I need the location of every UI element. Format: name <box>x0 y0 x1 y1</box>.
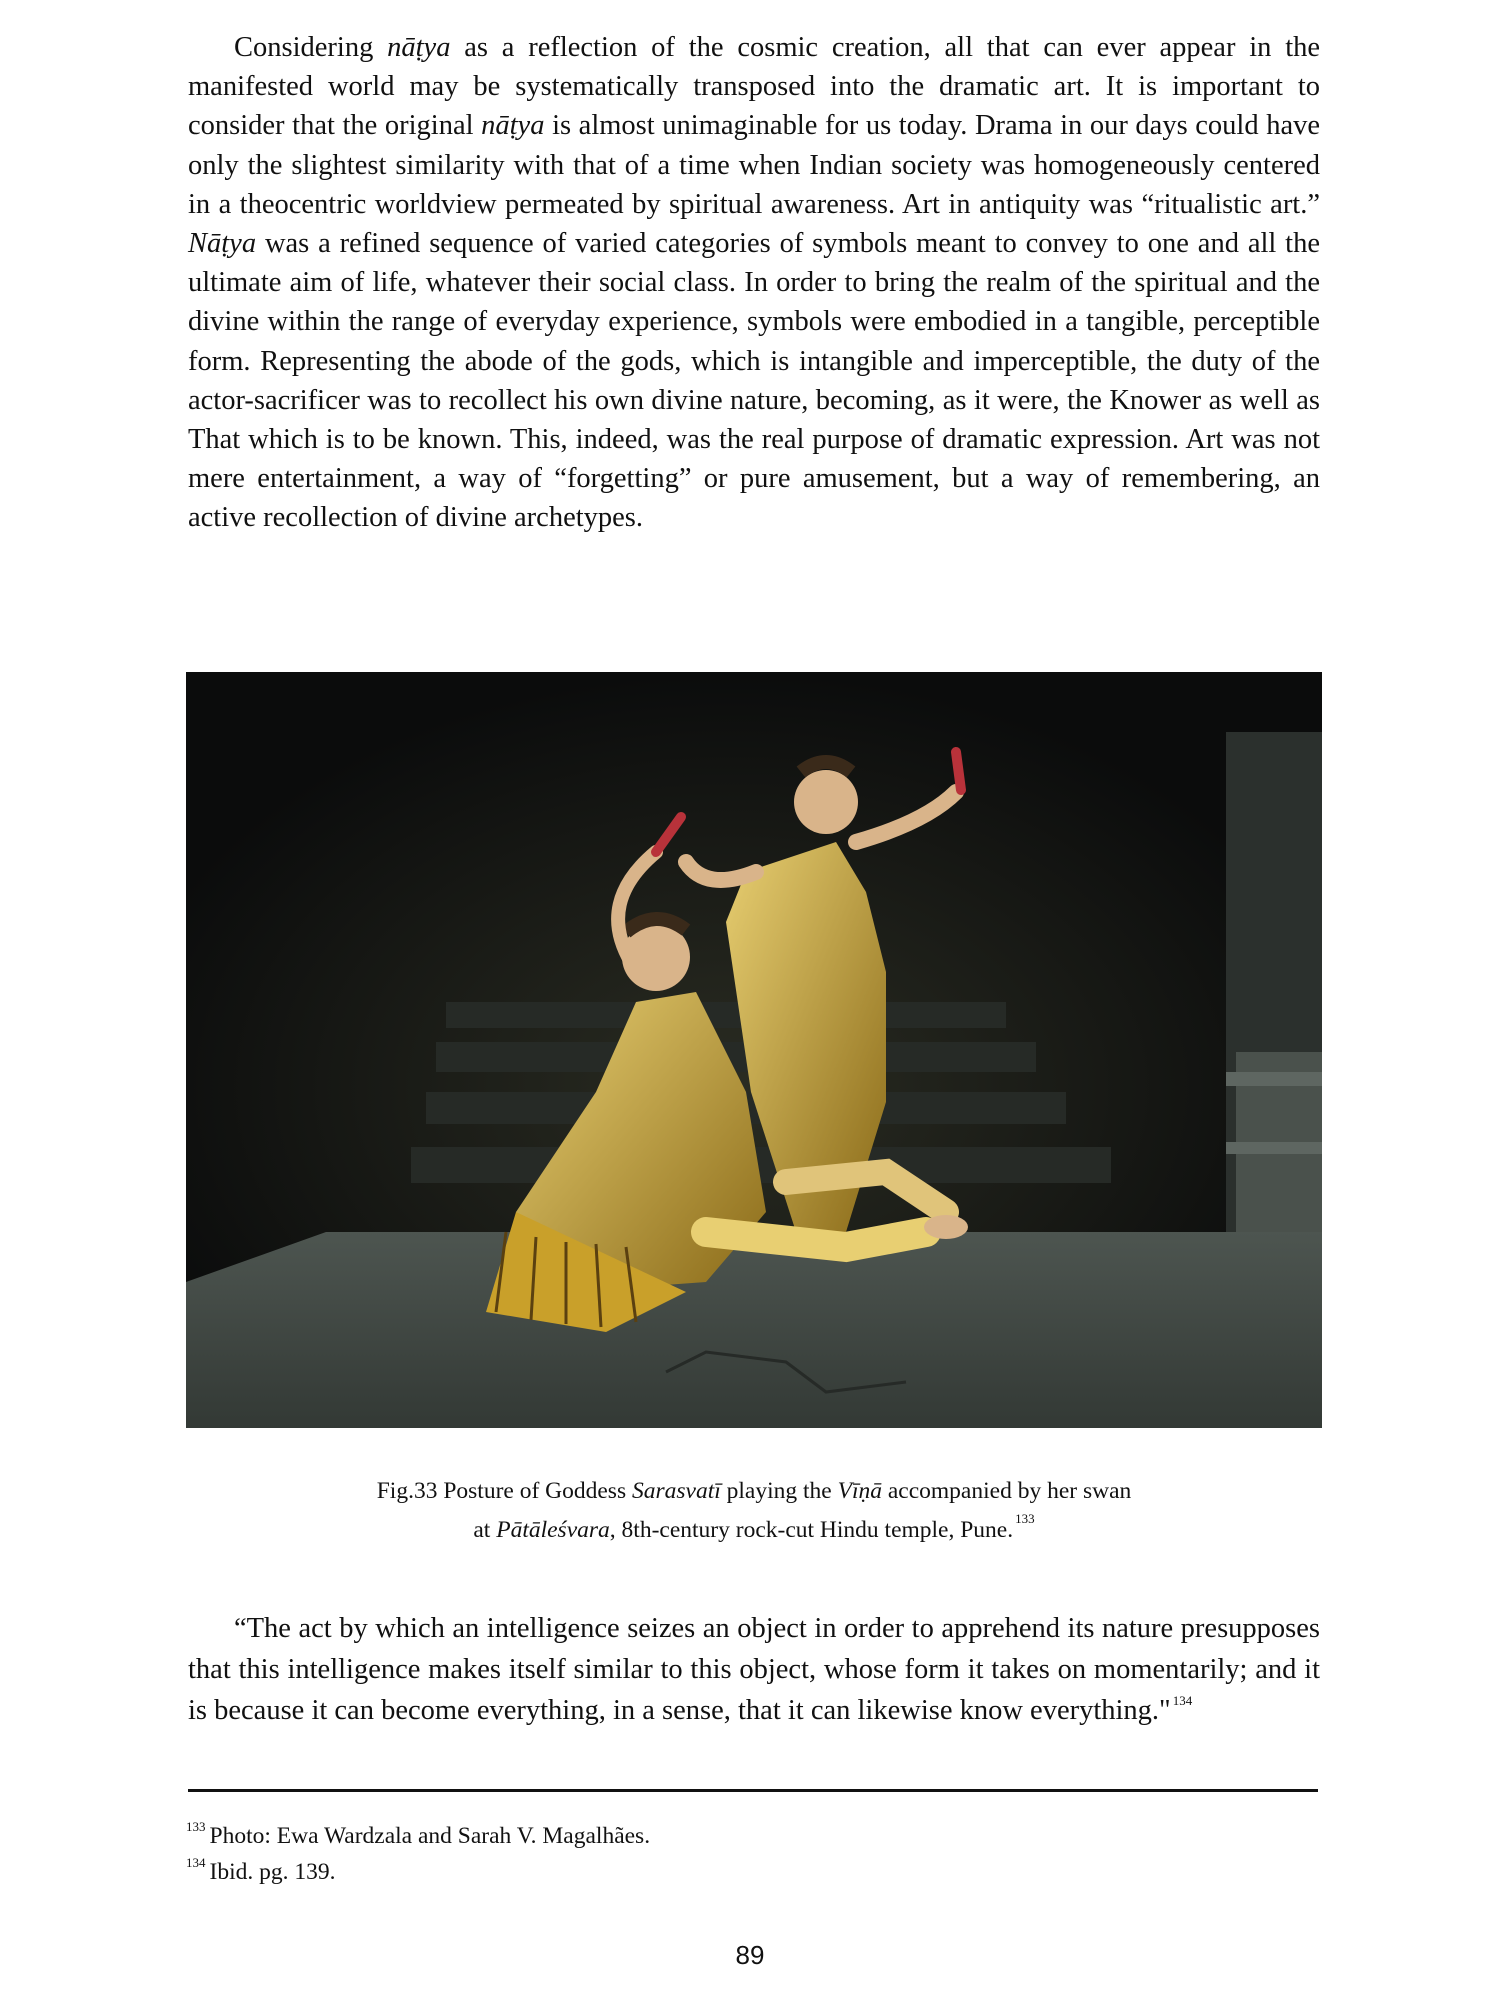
quote-text: “The act by which an intelligence seizes an object in order to apprehend its nature presupposes that this intelligence makes itself similar to this object, whose form it takes on momentarily; and it is because it can become everything, in a sense, that it can likewise know everything." <box>188 1613 1320 1726</box>
footnote-number: 133 <box>186 1819 206 1834</box>
footnote-text: Photo: Ewa Wardzala and Sarah V. Magalhães. <box>209 1823 651 1849</box>
stone-floor <box>186 1232 1322 1428</box>
italic-term: nāṭya <box>387 32 451 63</box>
caption-text: accompanied by her swan <box>881 1478 1132 1504</box>
caption-text: , 8th-century rock-cut Hindu temple, Pune. <box>609 1517 1014 1543</box>
footnote-ref-133[interactable]: 133 <box>1015 1511 1035 1526</box>
text-run: was a refined sequence of varied categories of symbols meant to convey to one and all the ultimate aim of life, whatever their social class. In order to bring the realm of the spiritual and the divine within the range of everyday experience, symbols were embodied in a tangible, perceptible form. Representing the abode of the gods, which is intangible and imperceptible, the duty of the actor-sacrificer was to recollect his own divine nature, becoming, as it were, the Knower as well as That which is to be known. This, indeed, was the real purpose of dramatic expression. Art was not mere entertainment, a way of “forgetting” or pure amusement, but a way of remembering, an active recollection of divine archetypes. <box>188 228 1320 534</box>
body-paragraph <box>188 28 1320 538</box>
dancer-photo <box>186 672 1322 1428</box>
text-run: is almost unimaginable for us today. Drama in our days could have only the slightest similarity with that of a time when Indian society was homogeneously centered in a theocentric worldview permeated by spiritual awareness. Art in antiquity was “ritualistic art.” <box>188 110 1320 220</box>
text-run: as a reflection of the cosmic creation, all that can ever appear in the manifested world may be systematically transposed into the dramatic art. It is important to consider that the original <box>188 32 1321 142</box>
italic-term: nāṭya <box>481 110 545 142</box>
photo-illustration <box>186 672 1322 1428</box>
footnote-134 <box>186 1848 335 1887</box>
footnote-divider <box>188 1789 1318 1792</box>
caption-text: playing the <box>720 1478 838 1504</box>
caption-text: Fig.33 Posture of Goddess <box>376 1478 632 1504</box>
quote-paragraph <box>188 1608 1320 1731</box>
caption-italic: Pātāleśvara <box>496 1517 610 1543</box>
italic-term: Nāṭya <box>188 228 257 260</box>
page-number: 89 <box>735 1940 765 1970</box>
caption-line-1 <box>188 1472 1320 1511</box>
footnote-text: Ibid. pg. 139. <box>209 1859 336 1885</box>
caption-line-2 <box>188 1511 1320 1550</box>
caption-text: at <box>473 1517 497 1543</box>
stone-pillar <box>1226 732 1322 1292</box>
figure-caption <box>188 1472 1320 1550</box>
footnote-ref-134[interactable]: 134 <box>1172 1693 1193 1708</box>
caption-italic: Sarasvatī <box>631 1478 721 1504</box>
footnote-133 <box>186 1812 650 1851</box>
text-run: Considering <box>234 32 388 63</box>
caption-italic: Vīṇā <box>837 1478 882 1504</box>
footnote-number: 134 <box>186 1855 206 1870</box>
